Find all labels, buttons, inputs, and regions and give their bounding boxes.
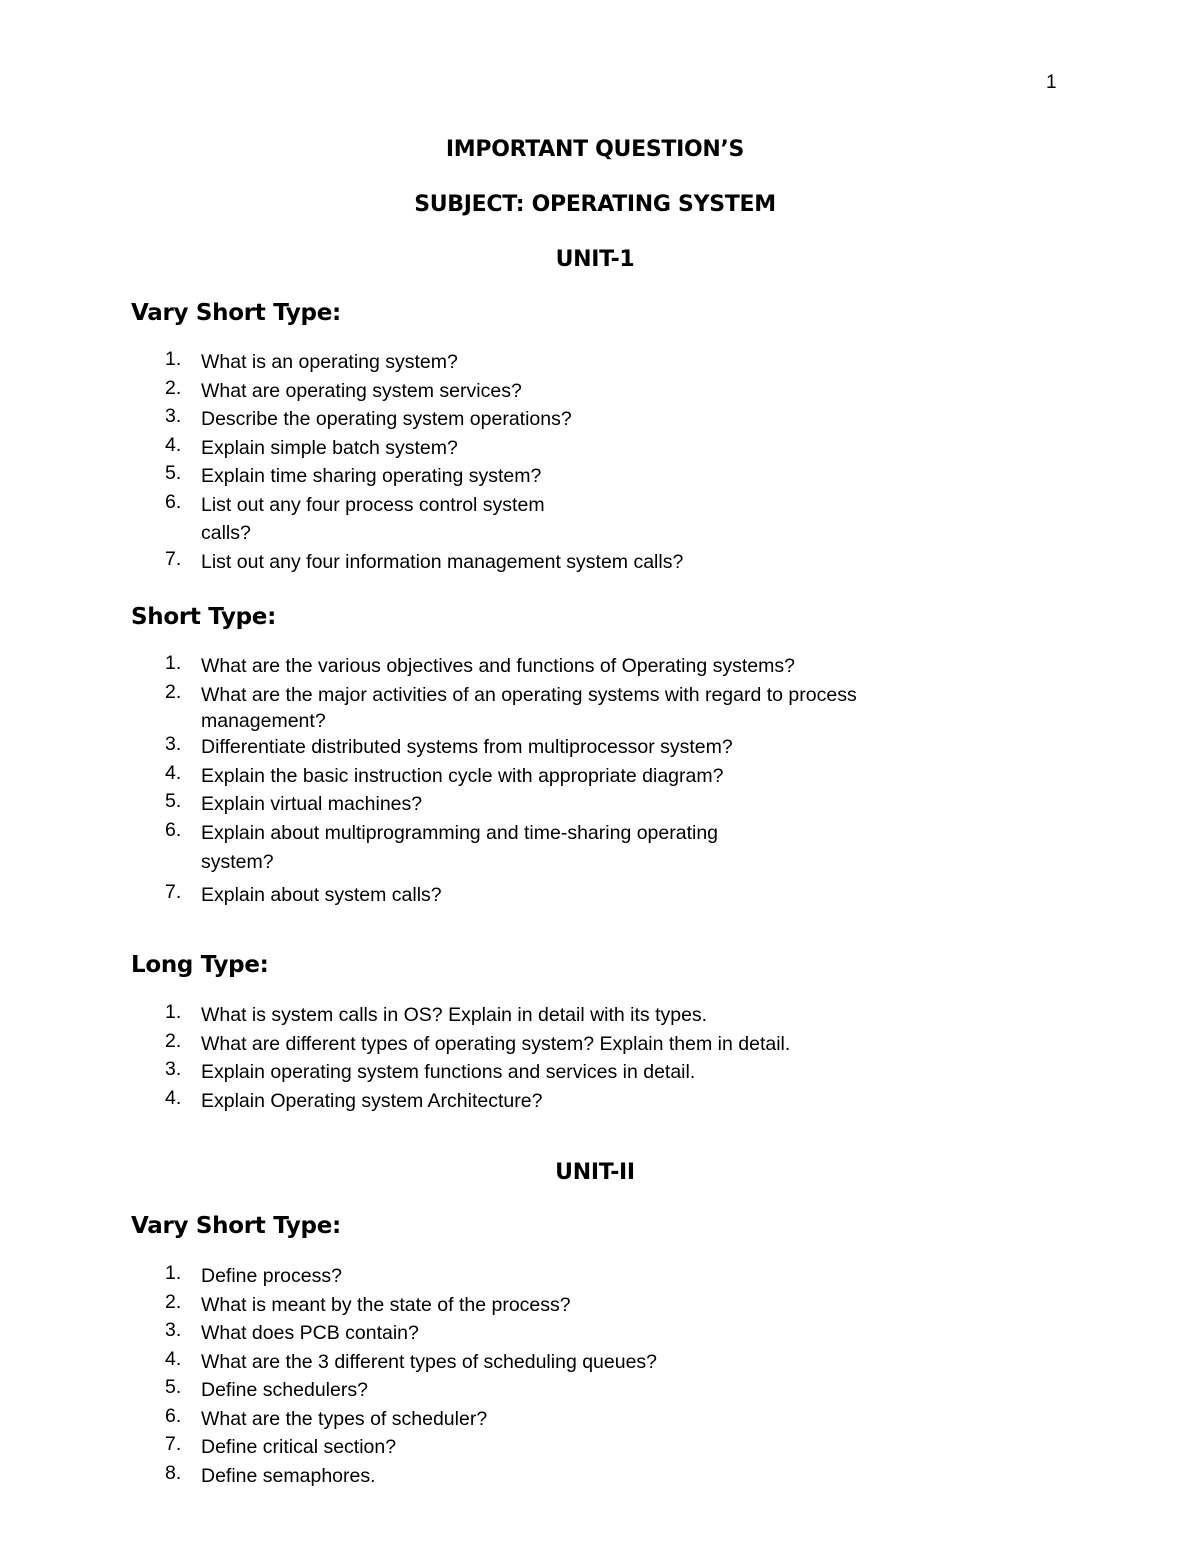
item-number: 3. [165,1058,182,1080]
item-number: 5. [165,462,182,484]
unit1-very-short-list [0,348,683,576]
question-text: What does PCB contain? [201,1322,419,1344]
list-item [0,491,683,548]
question-text: Explain time sharing operating system? [201,465,542,487]
item-number: 6. [165,818,182,841]
item-number: 2. [165,680,182,703]
item-number: 4. [165,761,182,784]
question-text: What is system calls in OS? Explain in detail with its types. [201,1004,708,1026]
item-number: 5. [165,790,182,812]
list-item [0,1058,790,1087]
item-number: 4. [165,1086,182,1109]
unit1-short-heading: Short Type: [131,604,276,630]
list-item [0,733,857,762]
question-text: Explain virtual machines? [201,793,423,815]
question-text: Explain simple batch system? [201,436,458,459]
item-number: 4. [165,1347,182,1370]
document-title: IMPORTANT QUESTION’S [445,137,745,162]
item-number: 3. [165,405,182,427]
list-item [0,1405,657,1434]
list-item [0,1001,790,1030]
item-number: 7. [165,1433,182,1455]
list-item [0,1376,657,1405]
question-text: List out any four information management system calls? [201,550,684,573]
item-number: 2. [165,1290,182,1313]
question-text-continuation: system? [201,851,274,873]
list-item [0,1262,657,1291]
question-text: What are the major activities of an operating systems with regard to process [201,683,857,706]
question-text: Describe the operating system operations? [201,408,572,430]
question-text-continuation: calls? [201,522,251,544]
item-number: 1. [165,652,182,674]
question-text: What is meant by the state of the process? [201,1293,571,1316]
question-text: What are the 3 different types of scheduling queues? [201,1350,658,1373]
question-text: What are the various objectives and functions of Operating systems? [201,655,795,677]
question-text: Explain about system calls? [201,884,442,906]
unit-1-heading: UNIT-1 [555,247,635,272]
list-item [0,681,857,734]
item-number: 1. [165,1001,182,1023]
item-number: 2. [165,376,182,399]
list-item [0,1433,657,1462]
unit1-very-short-heading: Vary Short Type: [131,300,341,326]
question-text: Define critical section? [201,1436,397,1458]
list-item [0,1319,657,1348]
list-item [0,819,857,878]
list-item [0,1462,657,1491]
question-text: Differentiate distributed systems from multiprocessor system? [201,736,733,758]
question-text: What is an operating system? [201,351,458,373]
list-item [0,377,683,406]
list-item [0,1030,790,1059]
question-text: Define process? [201,1265,342,1287]
list-item [0,881,857,910]
list-item [0,462,683,491]
question-text: What are operating system services? [201,379,522,402]
subject-heading: SUBJECT: OPERATING SYSTEM [414,192,776,217]
unit2-very-short-heading: Vary Short Type: [131,1213,341,1239]
question-text: Define schedulers? [201,1379,368,1401]
item-number: 8. [165,1461,182,1484]
item-number: 6. [165,490,182,513]
unit2-very-short-list [0,1262,657,1490]
unit1-long-heading: Long Type: [131,952,269,978]
question-text: What are the types of scheduler? [201,1407,488,1430]
item-number: 7. [165,881,182,903]
item-number: 5. [165,1376,182,1398]
item-number: 1. [165,348,182,370]
question-text: List out any four process control system [201,493,545,516]
item-number: 4. [165,433,182,456]
list-item [0,548,683,577]
list-item [0,348,683,377]
list-item [0,762,857,791]
page-number: 1 [1046,72,1057,93]
item-number: 3. [165,1319,182,1341]
item-number: 7. [165,547,182,570]
list-item [0,434,683,463]
item-number: 3. [165,733,182,755]
list-item [0,652,857,681]
question-text: Define semaphores. [201,1464,376,1487]
question-text-continuation: management? [201,710,326,732]
unit1-long-list [0,1001,790,1115]
list-item [0,790,857,819]
item-number: 6. [165,1404,182,1427]
question-text: Explain operating system functions and services in detail. [201,1061,696,1083]
list-item [0,1087,790,1116]
item-number: 1. [165,1262,182,1284]
unit1-short-list [0,652,857,910]
list-item [0,1348,657,1377]
unit-2-heading: UNIT-II [555,1160,635,1185]
list-item [0,405,683,434]
question-text: Explain about multiprogramming and time-sharing operating [201,821,719,844]
item-number: 2. [165,1029,182,1052]
question-text: What are different types of operating system? Explain them in detail. [201,1032,791,1055]
question-text: Explain Operating system Architecture? [201,1089,543,1112]
list-item [0,1291,657,1320]
question-text: Explain the basic instruction cycle with appropriate diagram? [201,764,724,787]
